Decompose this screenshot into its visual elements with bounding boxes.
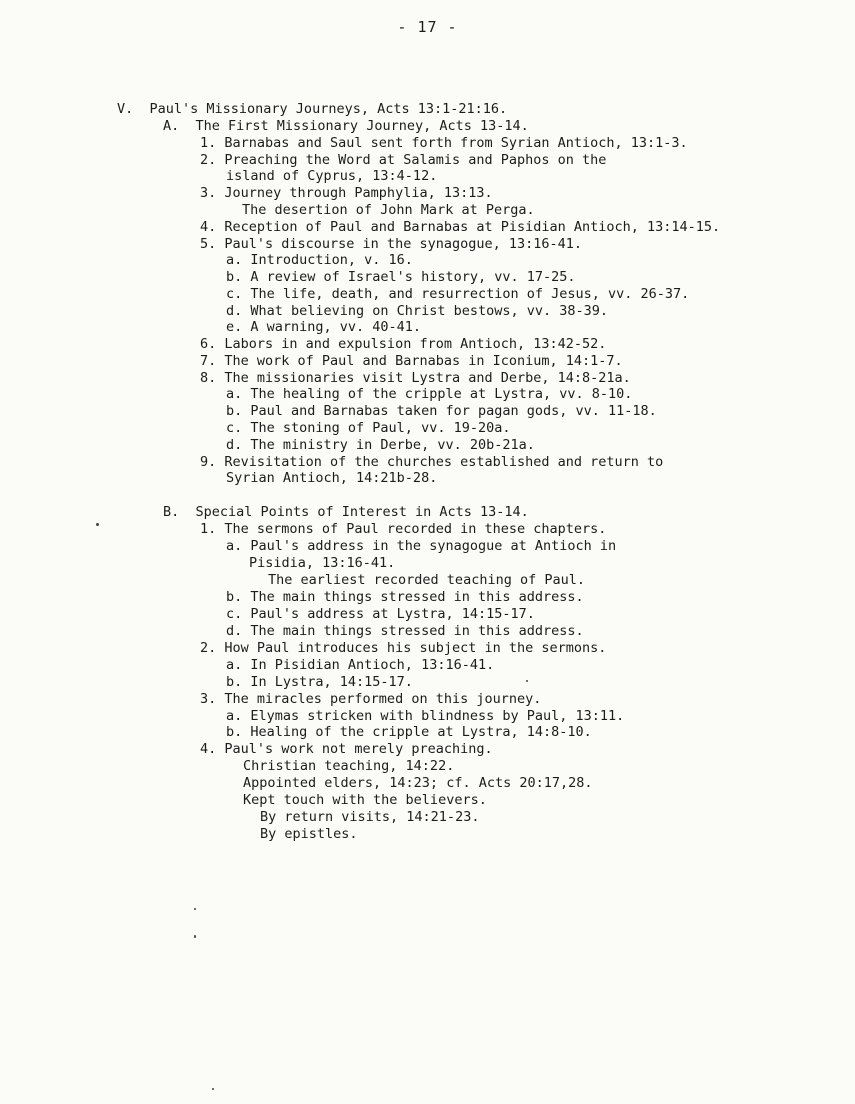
outline-subitem: a. In Pisidian Antioch, 13:16-41.	[226, 657, 495, 673]
outline-subitem: c. The stoning of Paul, vv. 19-20a.	[226, 420, 511, 436]
outline-subitem: b. Paul and Barnabas taken for pagan gods, vv. 11-18.	[226, 403, 657, 419]
outline-item: 9. Revisitation of the churches established and return to	[200, 454, 664, 470]
outline-item: 4. Reception of Paul and Barnabas at Pisidian Antioch, 13:14-15.	[200, 219, 721, 235]
outline-subitem: b. Healing of the cripple at Lystra, 14:8-10.	[226, 724, 592, 740]
outline-item: 4. Paul's work not merely preaching.	[200, 741, 493, 757]
outline-subnote: By epistles.	[260, 826, 358, 842]
outline-subitem: b. The main things stressed in this address.	[226, 589, 584, 605]
outline-heading-a: A. The First Missionary Journey, Acts 13-14.	[163, 118, 529, 134]
outline-subitem: a. The healing of the cripple at Lystra, vv. 8-10.	[226, 386, 633, 402]
outline-subitem: a. Paul's address in the synagogue at Antioch in	[226, 538, 617, 554]
outline-subitem-continuation: Pisidia, 13:16-41.	[249, 555, 396, 571]
outline-item: 6. Labors in and expulsion from Antioch, 13:42-52.	[200, 336, 607, 352]
outline-note: Christian teaching, 14:22.	[243, 758, 455, 774]
outline-item: 7. The work of Paul and Barnabas in Iconium, 14:1-7.	[200, 353, 623, 369]
outline-subitem: c. The life, death, and resurrection of Jesus, vv. 26-37.	[226, 286, 690, 302]
outline-subitem: e. A warning, vv. 40-41.	[226, 319, 422, 335]
paper-speck	[194, 908, 196, 910]
outline-subitem: d. What believing on Christ bestows, vv. 38-39.	[226, 303, 609, 319]
outline-subitem: a. Elymas stricken with blindness by Paul, 13:11.	[226, 708, 625, 724]
outline-subitem: c. Paul's address at Lystra, 14:15-17.	[226, 606, 535, 622]
outline-heading-v: V. Paul's Missionary Journeys, Acts 13:1-21:16.	[117, 101, 508, 117]
outline-item: 3. The miracles performed on this journey.	[200, 691, 542, 707]
outline-note: The earliest recorded teaching of Paul.	[268, 572, 585, 588]
outline-note: Kept touch with the believers.	[243, 792, 487, 808]
outline-subitem: b. In Lystra, 14:15-17.	[226, 674, 413, 690]
outline-item: 2. Preaching the Word at Salamis and Paphos on the	[200, 152, 607, 168]
paper-speck	[212, 1088, 214, 1090]
paper-speck	[194, 935, 196, 938]
outline-item: 1. The sermons of Paul recorded in these chapters.	[200, 521, 607, 537]
outline-subitem: a. Introduction, v. 16.	[226, 252, 413, 268]
outline-subitem: d. The main things stressed in this address.	[226, 623, 584, 639]
outline-subitem: d. The ministry in Derbe, vv. 20b-21a.	[226, 437, 535, 453]
outline-subnote: By return visits, 14:21-23.	[260, 809, 480, 825]
outline-item: 8. The missionaries visit Lystra and Derbe, 14:8-21a.	[200, 370, 631, 386]
page-number: - 17 -	[397, 18, 458, 36]
outline-item: 2. How Paul introduces his subject in the sermons.	[200, 640, 607, 656]
paper-speck	[526, 680, 528, 682]
outline-note: The desertion of John Mark at Perga.	[242, 202, 535, 218]
outline-item-continuation: Syrian Antioch, 14:21b-28.	[226, 470, 438, 486]
outline-subitem: b. A review of Israel's history, vv. 17-25.	[226, 269, 576, 285]
outline-heading-b: B. Special Points of Interest in Acts 13-14.	[163, 504, 529, 520]
outline-note: Appointed elders, 14:23; cf. Acts 20:17,28.	[243, 775, 593, 791]
paper-speck	[96, 523, 99, 526]
outline-item: 3. Journey through Pamphylia, 13:13.	[200, 185, 493, 201]
outline-item-continuation: island of Cyprus, 13:4-12.	[226, 168, 438, 184]
outline-item: 1. Barnabas and Saul sent forth from Syrian Antioch, 13:1-3.	[200, 135, 688, 151]
outline-item: 5. Paul's discourse in the synagogue, 13:16-41.	[200, 236, 583, 252]
